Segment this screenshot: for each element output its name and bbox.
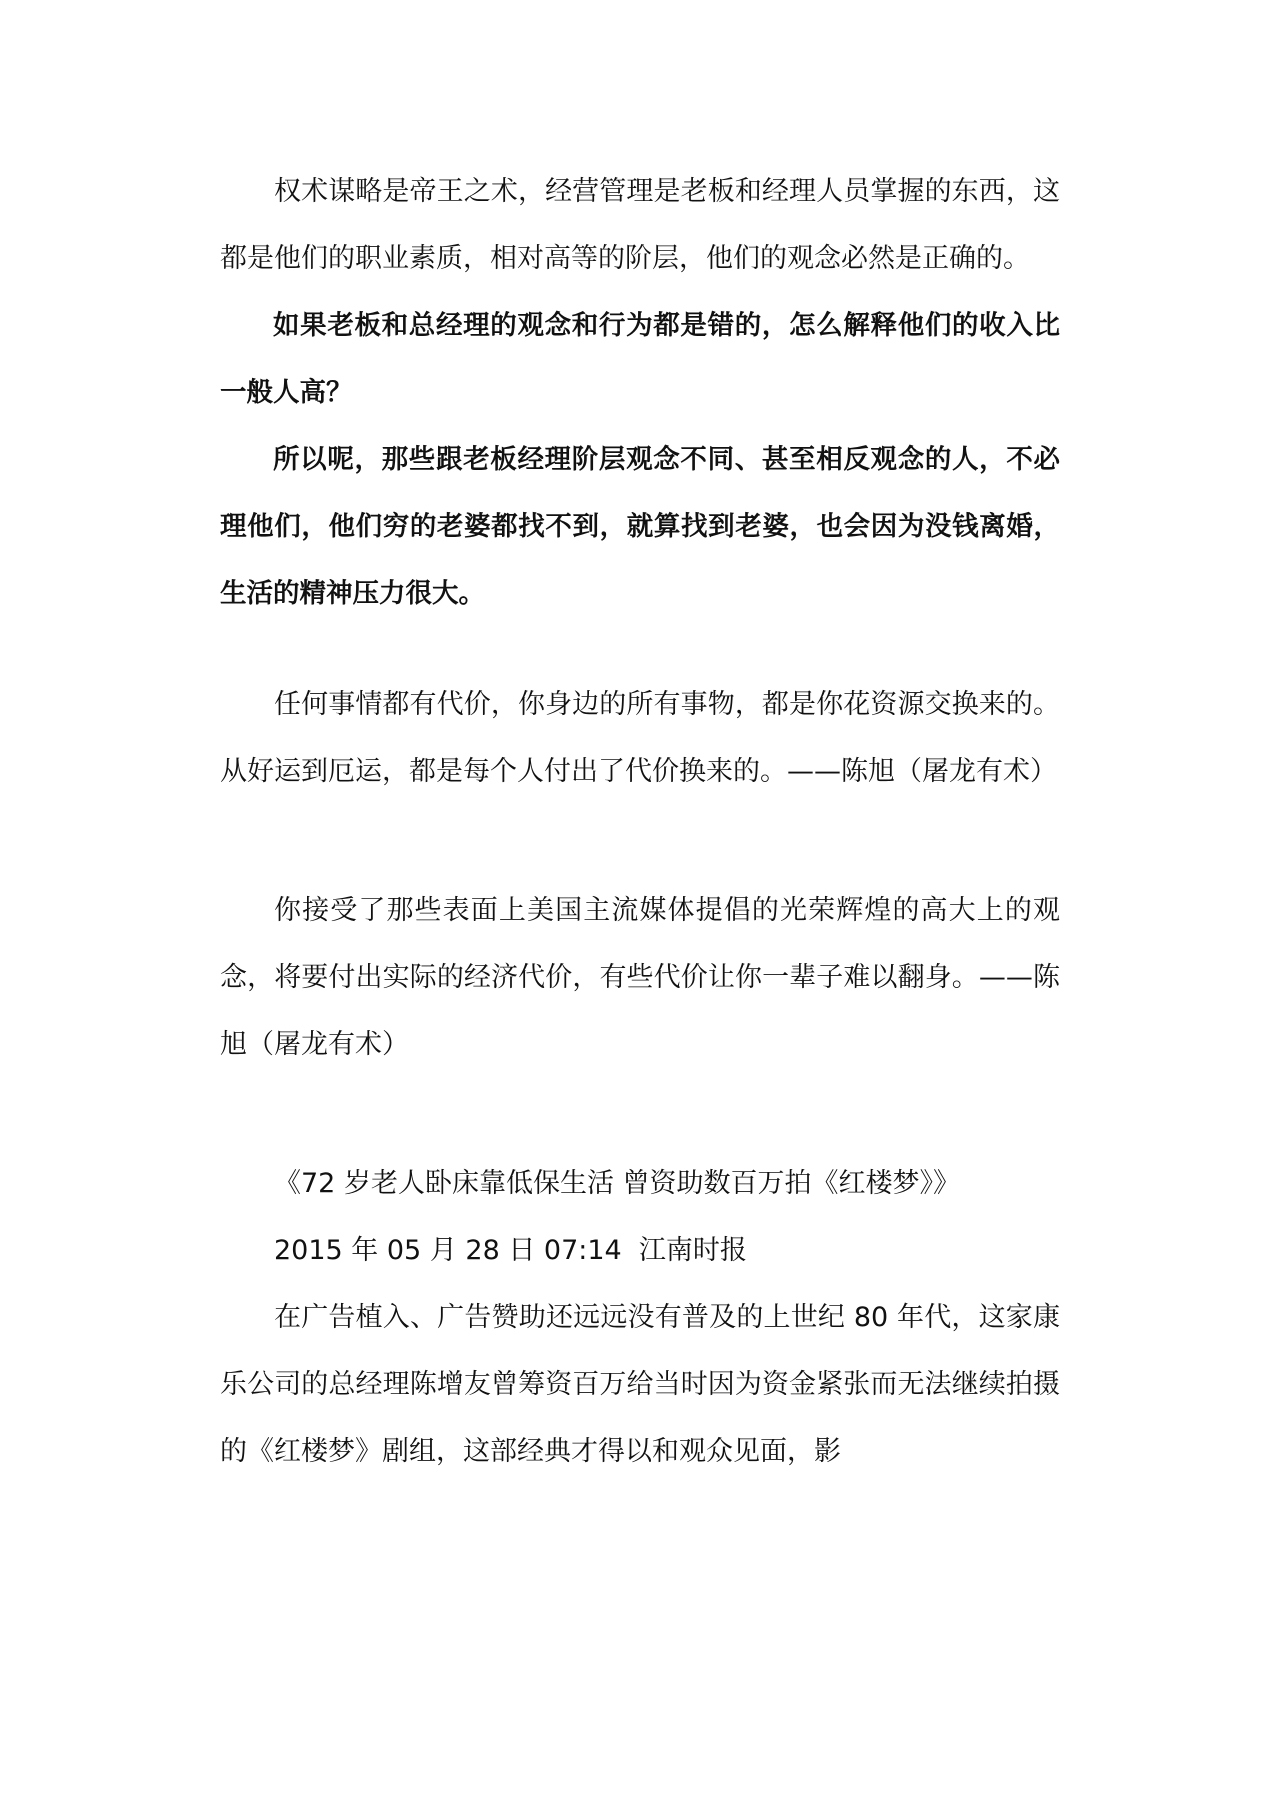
- article-body-paragraph: 在广告植入、广告赞助还远远没有普及的上世纪 80 年代，这家康乐公司的总经理陈增友曾筹资百万给当时因为资金紧张而无法继续拍摄的《红楼梦》剧组，这部经典才得以和观众见面，影: [220, 1302, 1060, 1467]
- article-title: 《72 岁老人卧床靠低保生活 曾资助数百万拍《红楼梦》》: [274, 1168, 961, 1199]
- paragraph-bold-conclusion: 所以呢，那些跟老板经理阶层观念不同、甚至相反观念的人，不必理他们，他们穷的老婆都找不到，就算找到老婆，也会因为没钱离婚，生活的精神压力很大。: [220, 444, 1060, 609]
- paragraph-bold-question: 如果老板和总经理的观念和行为都是错的，怎么解释他们的收入比一般人高？: [220, 310, 1060, 408]
- paragraph-cost-quote: 任何事情都有代价，你身边的所有事物，都是你花资源交换来的。从好运到厄运，都是每个人付出了代价换来的。——陈旭（屠龙有术）: [220, 689, 1060, 787]
- article-meta: 2015 年 05 月 28 日 07:14 江南时报: [274, 1235, 747, 1266]
- paragraph-strategy: 权术谋略是帝王之术，经营管理是老板和经理人员掌握的东西，这都是他们的职业素质，相对高等的阶层，他们的观念必然是正确的。: [220, 176, 1060, 274]
- paragraph-media-quote: 你接受了那些表面上美国主流媒体提倡的光荣辉煌的高大上的观念，将要付出实际的经济代价，有些代价让你一辈子难以翻身。——陈旭（屠龙有术）: [220, 895, 1060, 1060]
- document-page: [220, 158, 1060, 1485]
